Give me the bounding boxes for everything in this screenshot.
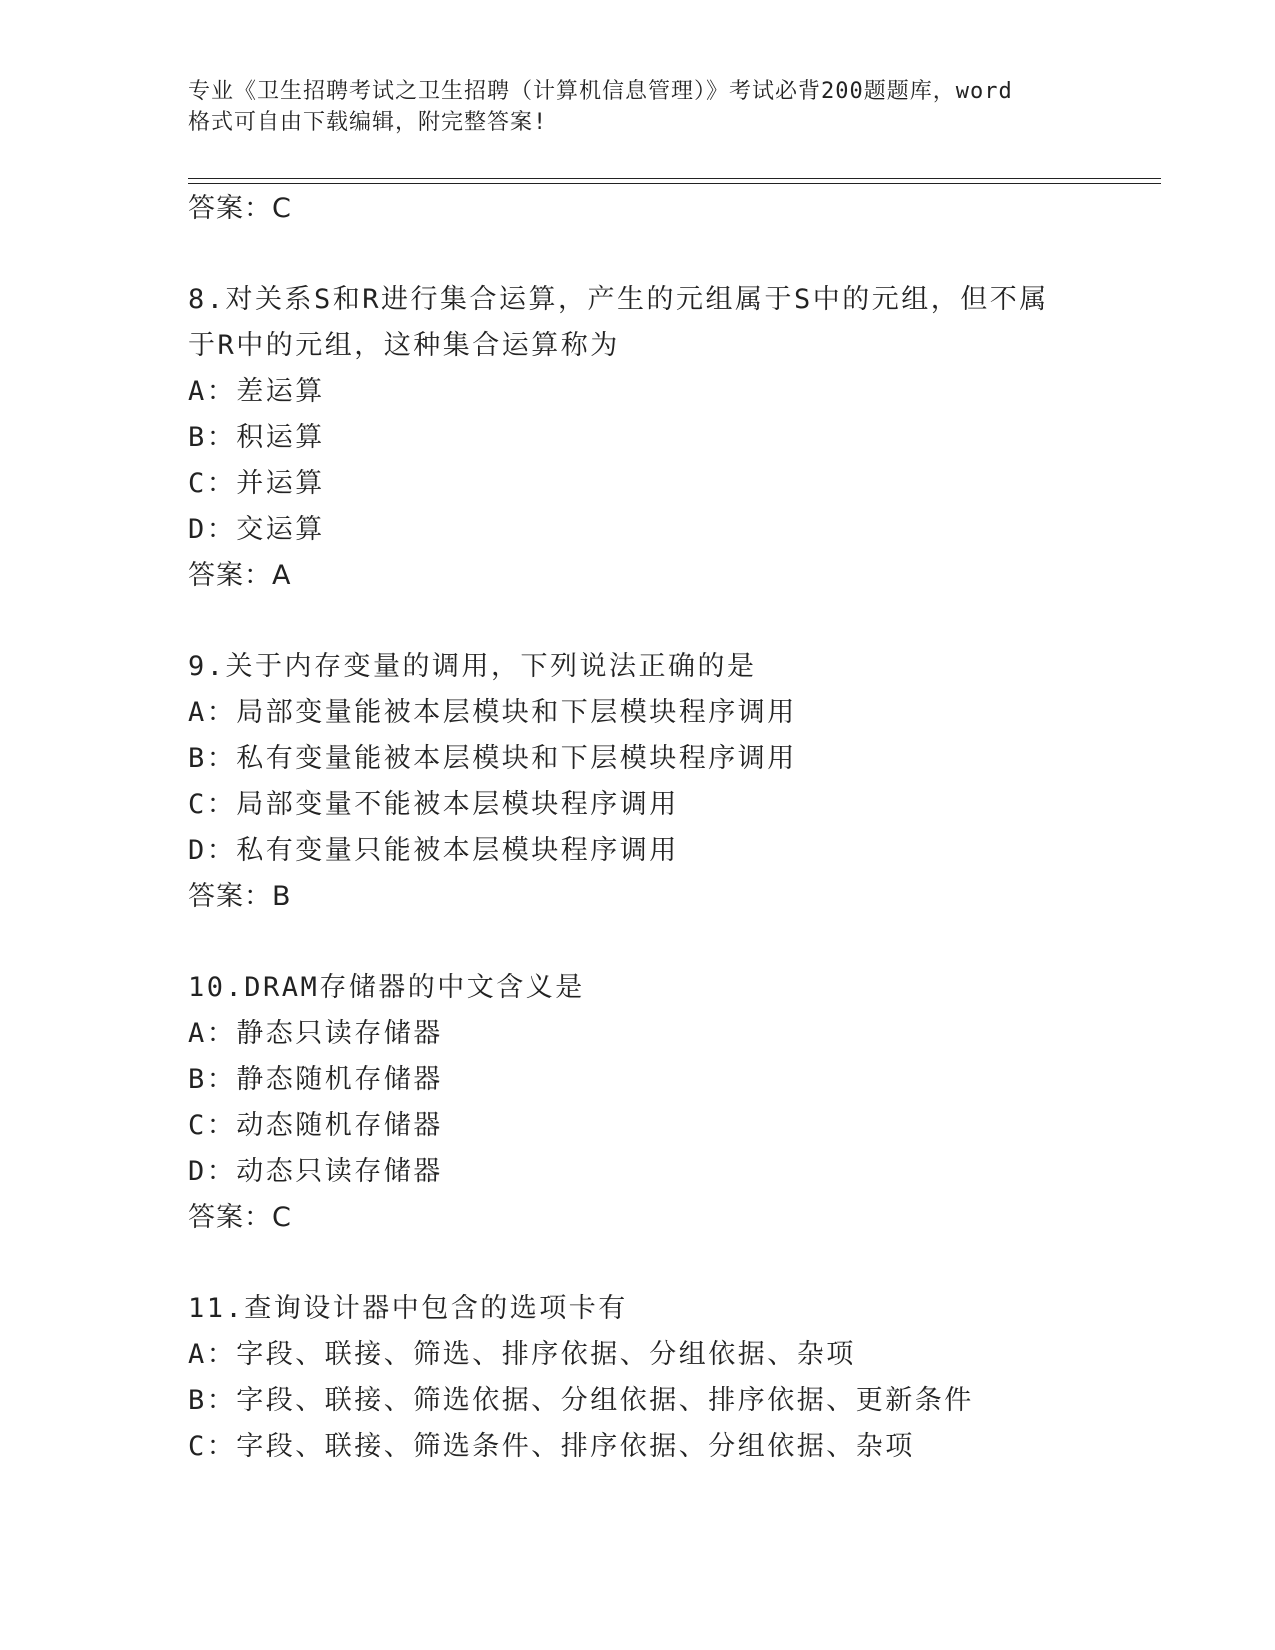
option-c: C：字段、联接、筛选条件、排序依据、分组依据、杂项 <box>188 1431 915 1462</box>
option-b: B：私有变量能被本层模块和下层模块程序调用 <box>188 743 797 774</box>
header-line-1: 专业《卫生招聘考试之卫生招聘（计算机信息管理）》考试必背200题题库，word <box>188 79 1013 104</box>
header-rule-top <box>188 178 1161 179</box>
question-item <box>188 277 1088 599</box>
option-c: C：局部变量不能被本层模块程序调用 <box>188 789 679 820</box>
question-item <box>188 644 1088 920</box>
question-title: 11.查询设计器中包含的选项卡有 <box>188 1293 628 1324</box>
question-title: 10.DRAM存储器的中文含义是 <box>188 972 585 1003</box>
answer: 答案：A <box>188 560 292 591</box>
previous-answer: 答案：C <box>188 193 292 224</box>
option-d: D：交运算 <box>188 514 325 545</box>
question-list <box>188 186 1088 1470</box>
option-c: C：动态随机存储器 <box>188 1110 443 1141</box>
spacer <box>188 599 1088 644</box>
header-line-2: 格式可自由下载编辑，附完整答案! <box>188 110 548 135</box>
option-b: B：静态随机存储器 <box>188 1064 443 1095</box>
spacer <box>188 1241 1088 1286</box>
option-a: A：局部变量能被本层模块和下层模块程序调用 <box>188 697 797 728</box>
answer: 答案：C <box>188 1202 292 1233</box>
spacer <box>188 232 1088 277</box>
document-header <box>188 76 1088 138</box>
question-item <box>188 965 1088 1241</box>
option-b: B：积运算 <box>188 422 325 453</box>
option-c: C：并运算 <box>188 468 325 499</box>
option-d: D：私有变量只能被本层模块程序调用 <box>188 835 679 866</box>
header-rule-bottom <box>188 183 1161 184</box>
question-item <box>188 1286 1088 1470</box>
option-d: D：动态只读存储器 <box>188 1156 443 1187</box>
question-title: 8.对关系S和R进行集合运算，产生的元组属于S中的元组，但不属 <box>188 284 1049 315</box>
question-title: 于R中的元组，这种集合运算称为 <box>188 330 620 361</box>
option-a: A：静态只读存储器 <box>188 1018 443 1049</box>
option-a: A：字段、联接、筛选、排序依据、分组依据、杂项 <box>188 1339 856 1370</box>
question-title: 9.关于内存变量的调用，下列说法正确的是 <box>188 651 757 682</box>
spacer <box>188 920 1088 965</box>
option-a: A：差运算 <box>188 376 325 407</box>
option-b: B：字段、联接、筛选依据、分组依据、排序依据、更新条件 <box>188 1385 974 1416</box>
answer: 答案：B <box>188 881 292 912</box>
